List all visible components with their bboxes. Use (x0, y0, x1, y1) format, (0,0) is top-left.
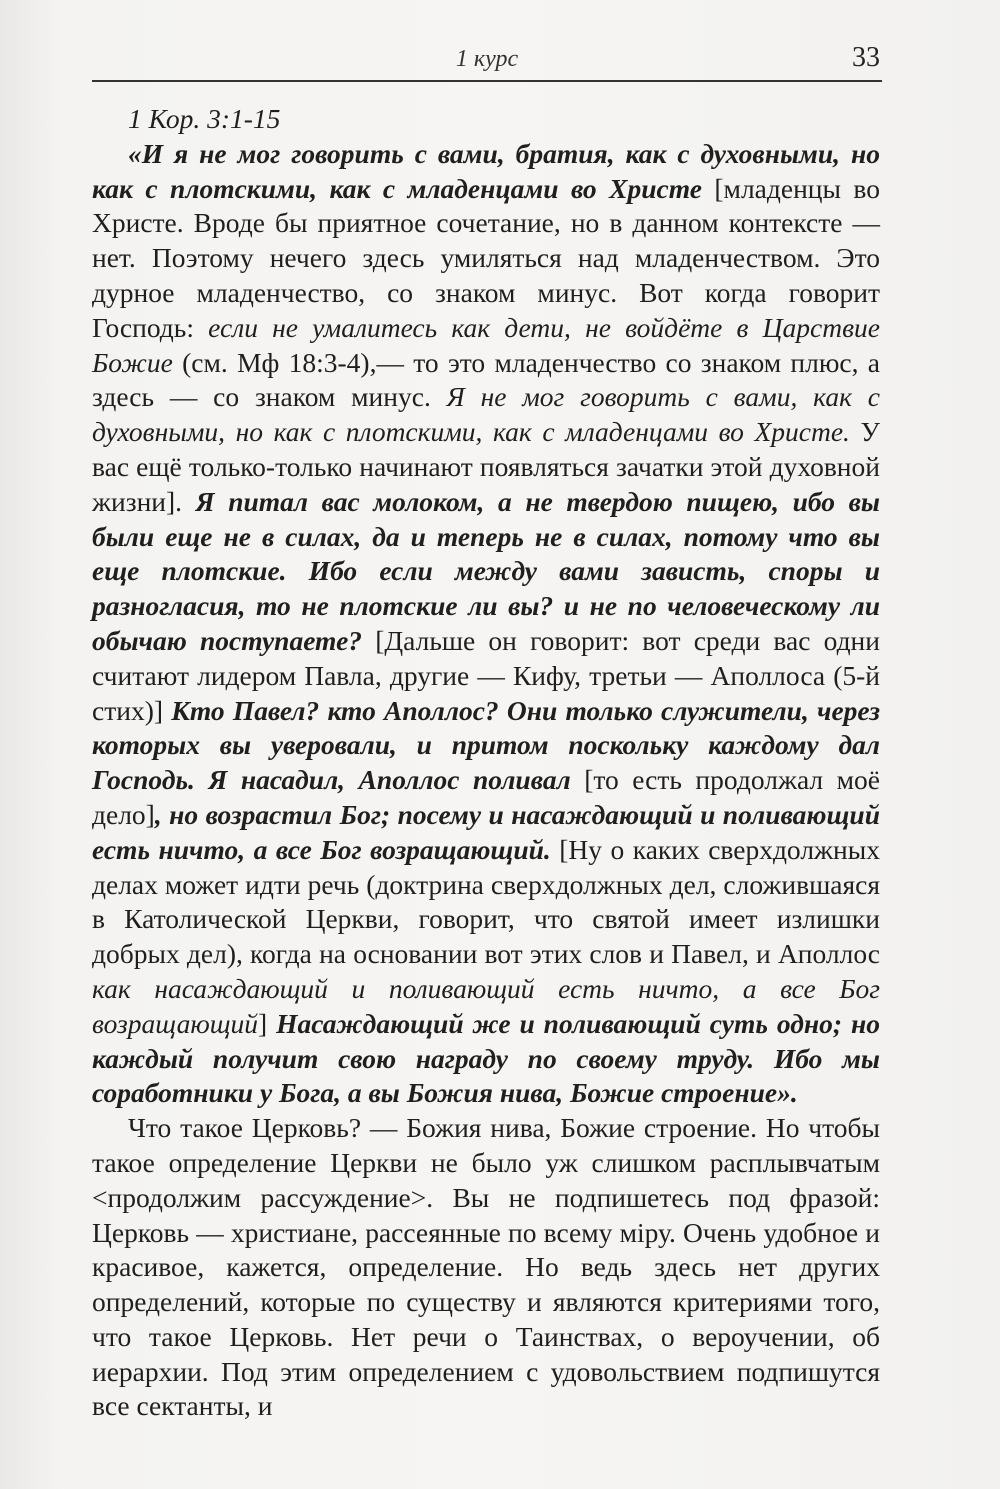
commentary-segment: [Дальше он говорит: вот среди вас одни считают лидером Павла, другие — Кифу, третьи — Аполлоса (5-й стих)] (92, 624, 880, 726)
quote-segment: Кто Павел? кто Аполлос? Они только служители, через которых вы уверовали, и притом поскольку каждому дал Господь. Я насадил, Аполлос поливал (92, 694, 880, 796)
italic-quote-segment: если не умалитесь как дети, не войдёте в Царствие Божие (92, 311, 880, 378)
scripture-reference: 1 Кор. 3:1-15 (128, 103, 281, 134)
quote-segment: , но возрастил Бог; посему и насаждающий и поливающий есть ничто, а все Бог возращающий. (92, 798, 880, 865)
running-head: 1 курс (455, 46, 519, 72)
commentary-segment: У вас ещё только-только начинают появляться зачатки этой духовной жизни]. (92, 416, 880, 517)
page-header (92, 42, 882, 82)
commentary-segment: [младенцы во Христе. Вроде бы приятное сочетание, но в данном контексте — нет. Поэтому нечего здесь умиляться над младенчеством. Это дурное младенчество, со знаком минус. Вот когда говорит Господь: (92, 172, 880, 343)
church-definition-paragraph: Что такое Церковь? — Божия нива, Божие строение. Но чтобы такое определение Церкви не было уж слишком расплывчатым <продолжим рассуждение>. Вы не подпишетесь под фразой: Церковь — христиане, рассеянные по всему мiру. Очень удобное и красивое, кажется, определение. Но ведь здесь нет других определений, которые по существу и являются критериями того, что такое Церковь. Нет речи о Таинствах, о вероучении, об иерархии. Под этим определением с удовольствием подпишутся все сектанты, и (92, 1112, 880, 1422)
commentary-segment: ] (258, 1007, 277, 1039)
quote-segment: «И я не мог говорить с вами, братия, как с духовными, но как с плотскими, как с младенцами во Христе (92, 137, 880, 204)
commentary-segment: (см. Мф 18:3-4),— то это младенчество со знаком плюс, а здесь — со знаком минус. (92, 346, 880, 413)
quote-segment: Насаждающий же и поливающий суть одно; но каждый получит свою награду по своему труду. Ибо мы соработники у Бога, а вы Божия нива, Божие строение». (92, 1007, 880, 1109)
page-body (92, 102, 880, 1424)
page-number: 33 (852, 42, 880, 73)
commentary-segment: [то есть продолжал моё дело] (92, 764, 880, 830)
scripture-commentary-paragraph (92, 137, 880, 1111)
quote-segment: Я питал вас молоком, а не твердою пищею, ибо вы были еще не в силах, да и теперь не в силах, потому что вы еще плотские. Ибо если между вами зависть, споры и разногласия, то не плотские ли вы? и не по человеческому ли обычаю поступаете? (92, 485, 881, 656)
commentary-segment: [Ну о каких сверхдолжных делах может идти речь (доктрина сверхдолжных дел, сложившаяся в Католической Церкви, говорит, что святой имеет излишки добрых дел), когда на основании вот этих слов и Павел, и Аполлос (92, 833, 880, 970)
italic-quote-segment: Я не мог говорить с вами, как с духовными, но как с плотскими, как с младенцами во Христе. (92, 381, 881, 448)
italic-quote-segment: как насаждающий и поливающий есть ничто, а все Бог возращающий (92, 972, 880, 1039)
